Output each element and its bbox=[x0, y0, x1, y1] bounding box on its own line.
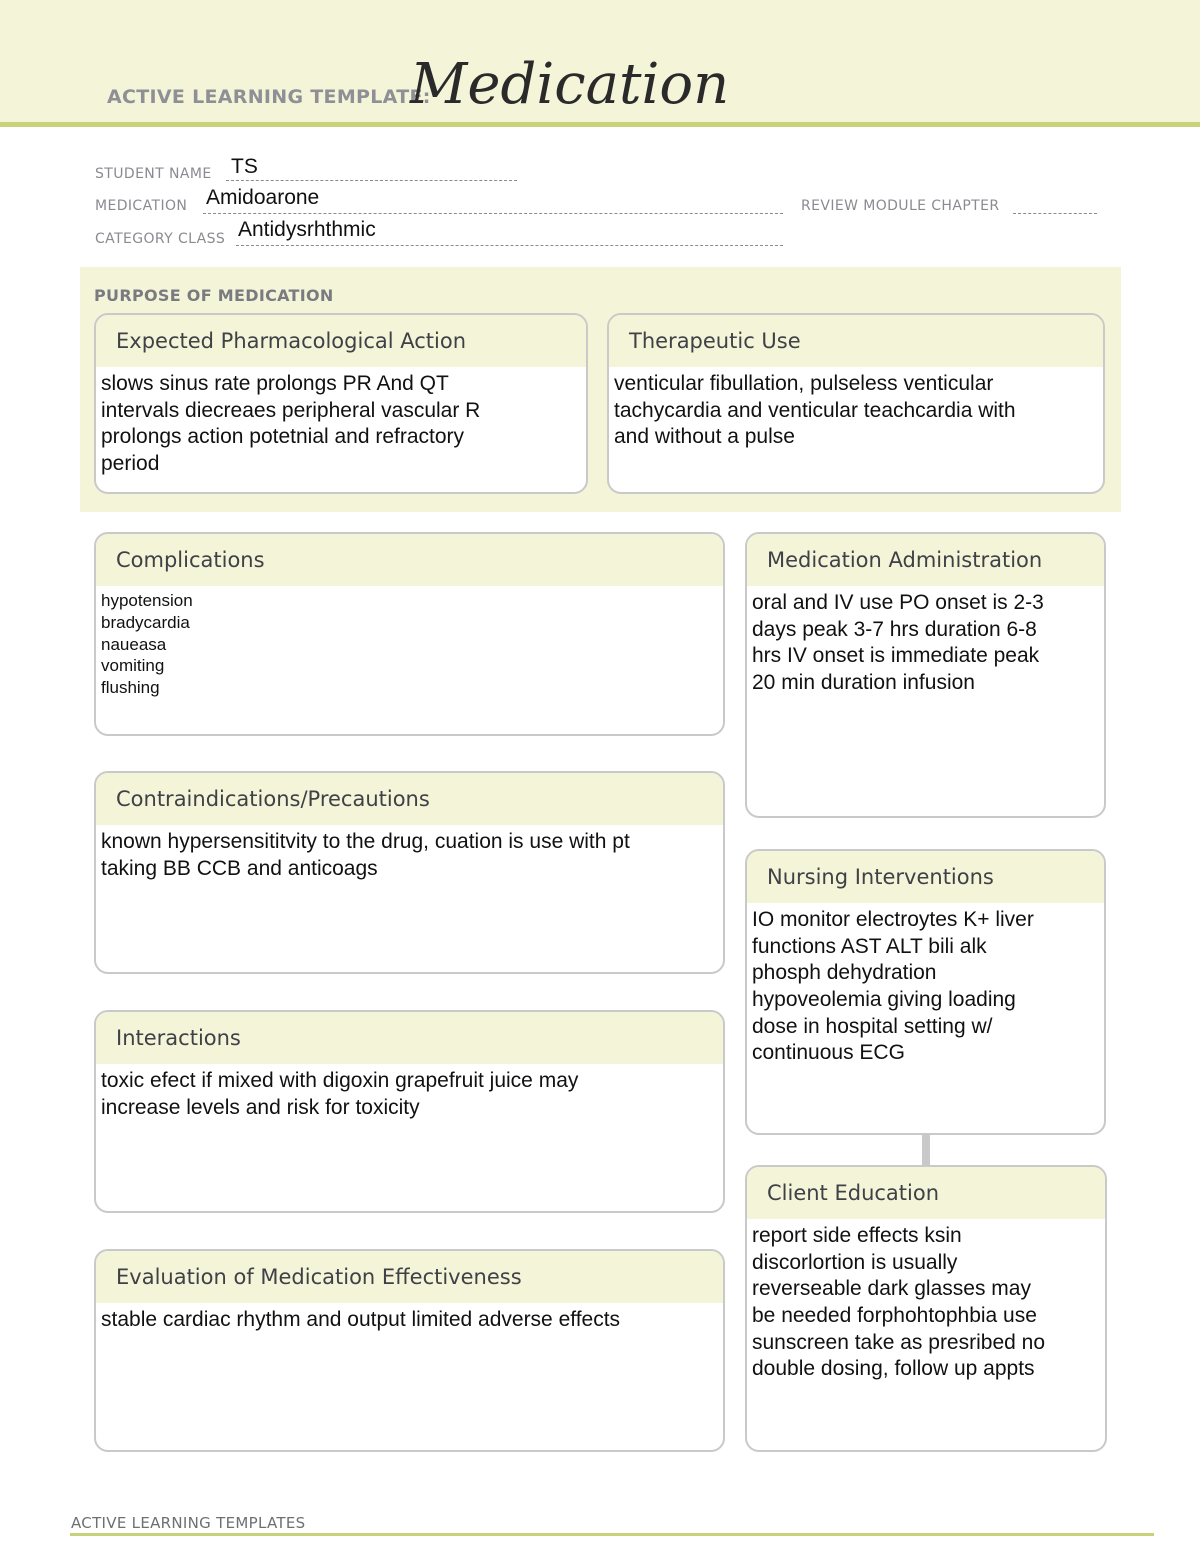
medication-field[interactable]: Amidoarone bbox=[206, 186, 320, 209]
nursing-text[interactable]: IO monitor electroytes K+ liver functions AST ALT bili alk phosph dehydration hypoveolemia giving loading dose in hospital setting w/ continuous ECG bbox=[752, 908, 1034, 1065]
category-class-label: CATEGORY CLASS bbox=[95, 231, 226, 247]
medication-line bbox=[203, 213, 783, 214]
contraindications-card bbox=[94, 771, 725, 974]
contraindications-text[interactable]: known hypersensititvity to the drug, cuation is use with pt taking BB CCB and anticoags bbox=[101, 830, 630, 880]
complications-title: Complications bbox=[96, 534, 723, 586]
review-module-field[interactable] bbox=[1013, 213, 1097, 214]
purpose-title: PURPOSE OF MEDICATION bbox=[94, 286, 334, 305]
med-admin-card bbox=[745, 532, 1106, 818]
nursing-title: Nursing Interventions bbox=[747, 851, 1104, 903]
expected-action-title: Expected Pharmacological Action bbox=[96, 315, 586, 367]
template-label: ACTIVE LEARNING TEMPLATE: bbox=[107, 86, 431, 108]
therapeutic-use-card bbox=[607, 313, 1105, 494]
interactions-title: Interactions bbox=[96, 1012, 723, 1064]
evaluation-card bbox=[94, 1249, 725, 1452]
student-name-label: STUDENT NAME bbox=[95, 166, 212, 182]
student-name-field[interactable]: TS bbox=[231, 155, 258, 178]
header-divider bbox=[0, 122, 1200, 127]
student-name-line bbox=[226, 180, 517, 181]
client-education-title: Client Education bbox=[747, 1167, 1105, 1219]
evaluation-text[interactable]: stable cardiac rhythm and output limited adverse effects bbox=[101, 1308, 621, 1331]
contraindications-title: Contraindications/Precautions bbox=[96, 773, 723, 825]
expected-action-card bbox=[94, 313, 588, 494]
interactions-text[interactable]: toxic efect if mixed with digoxin grapefruit juice may increase levels and risk for toxicity bbox=[101, 1069, 579, 1119]
med-admin-title: Medication Administration bbox=[747, 534, 1104, 586]
template-title: Medication bbox=[410, 52, 730, 117]
client-education-text[interactable]: report side effects ksin discorlortion is usually reverseable dark glasses may be needed forphohtophbia use sunscreen take as presribed no double dosing, follow up appts bbox=[752, 1224, 1046, 1381]
footer-divider bbox=[70, 1533, 1154, 1536]
therapeutic-use-title: Therapeutic Use bbox=[609, 315, 1103, 367]
expected-action-text[interactable]: slows sinus rate prolongs PR And QT intervals diecreaes peripheral vascular R prolongs action potetnial and refractory period bbox=[101, 372, 481, 475]
nursing-card bbox=[745, 849, 1106, 1135]
category-class-line bbox=[236, 245, 783, 246]
category-class-field[interactable]: Antidysrhthmic bbox=[238, 218, 376, 241]
therapeutic-use-text[interactable]: venticular fibullation, pulseless venticular tachycardia and venticular teachcardia with and without a pulse bbox=[614, 372, 1016, 449]
connector-bar bbox=[922, 1134, 930, 1166]
complications-text[interactable]: hypotension bradycardia naueasa vomiting flushing bbox=[101, 591, 193, 697]
review-module-label: REVIEW MODULE CHAPTER bbox=[801, 198, 1000, 214]
footer-label: ACTIVE LEARNING TEMPLATES bbox=[71, 1514, 306, 1532]
complications-card bbox=[94, 532, 725, 736]
interactions-card bbox=[94, 1010, 725, 1213]
client-education-card bbox=[745, 1165, 1107, 1452]
med-admin-text[interactable]: oral and IV use PO onset is 2-3 days peak 3-7 hrs duration 6-8 hrs IV onset is immediate peak 20 min duration infusion bbox=[752, 591, 1044, 694]
medication-label: MEDICATION bbox=[95, 198, 188, 214]
evaluation-title: Evaluation of Medication Effectiveness bbox=[96, 1251, 723, 1303]
